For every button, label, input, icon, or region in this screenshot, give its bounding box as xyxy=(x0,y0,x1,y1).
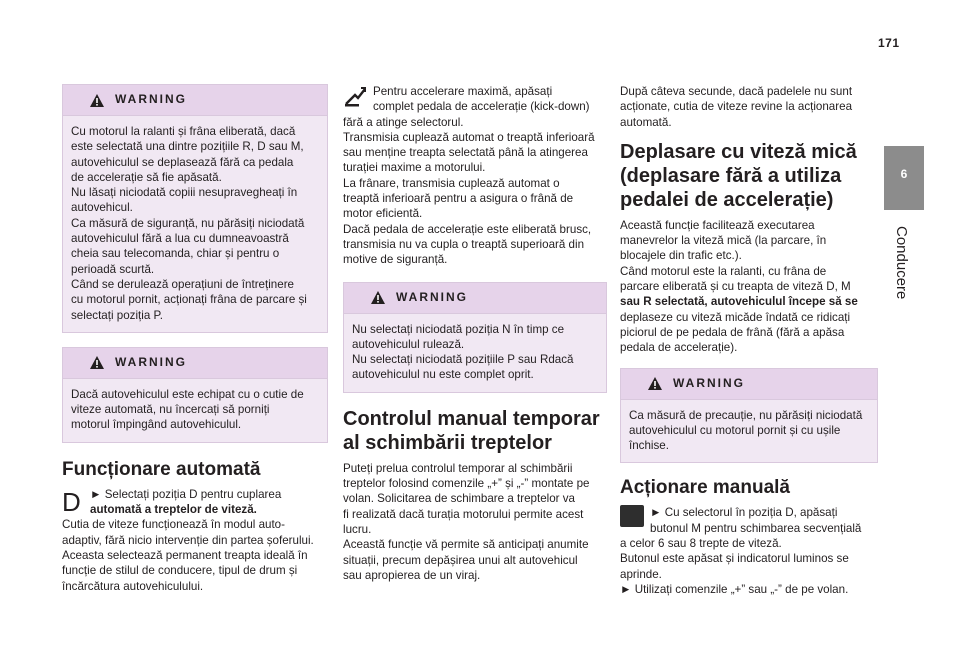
chapter-tab xyxy=(884,146,924,356)
warning-box xyxy=(620,368,878,464)
text-line: Această funcție facilitează executarea xyxy=(620,218,815,232)
text-line: închise. xyxy=(629,439,669,453)
warning-box xyxy=(62,84,328,333)
warning-header xyxy=(63,85,327,116)
text-line: blocajele din trafic etc.). xyxy=(620,249,742,263)
warning-header xyxy=(344,283,606,314)
text-line: treaptă inferioară pentru a asigura o frână de xyxy=(343,192,574,206)
text-line: Cutia de viteze funcționează în modul auto- xyxy=(62,518,285,532)
text-line: Când se derulează operațiuni de întreținere xyxy=(71,277,295,291)
text-line: Dacă autovehiculul este echipat cu o cutie de xyxy=(71,387,304,401)
text-line: aprinde. xyxy=(620,567,662,581)
text-line: ► Utilizați comenzile „+” sau „-” de pe volan. xyxy=(620,582,849,596)
text-line: situații, precum depășirea unui alt autovehicul xyxy=(343,553,578,567)
text-line: acționate, cutia de viteze revine la acționarea xyxy=(620,100,853,114)
warning-text xyxy=(63,116,327,332)
text-line: adaptiv, fără nicio intervenție din partea șoferului. xyxy=(62,533,314,547)
text-line: butonul M pentru schimbarea secvențială xyxy=(650,521,862,535)
pedal-kickdown-icon xyxy=(343,84,367,108)
text-line: Transmisia cuplează automat o treaptă inferioară xyxy=(343,130,595,144)
text-line: cheia sau telecomanda, chiar și pentru o xyxy=(71,247,280,261)
text-line: autovehiculul se deplasează fără ca pedala xyxy=(71,155,294,169)
text-line: autovehiculul cu motorul pornit și cu ușile xyxy=(629,423,841,437)
column-1 xyxy=(62,84,328,594)
text-line: transmisia nu va cupla o treaptă superioară din xyxy=(343,237,585,251)
column-3 xyxy=(620,84,878,597)
text-line: Nu selectați niciodată pozițiile P sau Rdacă xyxy=(352,353,574,367)
text-line: Când motorul este la ralanti, cu frâna de xyxy=(620,264,827,278)
text-line: Această funcție vă permite să anticipați anumite xyxy=(343,538,589,552)
section-body xyxy=(620,218,878,356)
text-line: turației maxime a motorului. xyxy=(343,161,486,175)
heading-line: Controlul manual temporar xyxy=(343,407,600,430)
section-heading xyxy=(343,407,607,455)
text-line: autovehicul. xyxy=(71,201,133,215)
intro-paragraph xyxy=(620,84,878,130)
text-line: este selectată una dintre pozițiile R, D sau M, xyxy=(71,140,304,154)
text-line: funcție de stilul de conducere, tipul de drum și xyxy=(62,564,298,578)
gear-d-icon: D xyxy=(62,486,81,517)
text-line: deplaseze cu viteză micăde îndată ce ridicați xyxy=(620,310,851,324)
section-body xyxy=(343,461,607,583)
warning-box xyxy=(343,282,607,393)
heading-line: Deplasare cu viteză mică xyxy=(620,140,857,163)
text-line: fi realizată dacă turația motorului permite acest xyxy=(343,507,584,521)
warning-triangle-icon xyxy=(89,355,105,370)
text-line: sau R selectată, autovehiculul începe să se xyxy=(620,295,858,309)
text-line: Aceasta selectează permanent treapta ideală în xyxy=(62,548,308,562)
text-line: sau apropierea de un viraj. xyxy=(343,568,481,582)
text-line: Ca măsură de siguranță, nu părăsiți niciodată xyxy=(71,216,305,230)
text-line: ► Cu selectorul în poziția D, apăsați xyxy=(650,506,838,520)
section-heading: Funcționare automată xyxy=(62,458,261,480)
text-line: piciorul de pe pedala de frână (fără a apăsa xyxy=(620,325,845,339)
warning-box xyxy=(62,347,328,443)
warning-title: WARNING xyxy=(115,355,187,370)
text-line: complet pedala de accelerație (kick-down) xyxy=(373,100,590,114)
warning-text xyxy=(344,314,606,392)
kickdown-paragraph xyxy=(343,84,607,268)
text-line: După câteva secunde, dacă padelele nu sunt xyxy=(620,85,853,98)
warning-title: WARNING xyxy=(673,375,745,390)
text-line: Pentru accelerare maximă, apăsați xyxy=(373,85,553,98)
text-line: motive de siguranță. xyxy=(343,253,448,267)
text-line: fără a atinge selectorul. xyxy=(343,115,464,129)
text-line: viteze automată, nu încercați să porniți xyxy=(71,403,270,417)
text-line: sau menține treapta selectată până la atingerea xyxy=(343,146,588,160)
chapter-label: Conducere xyxy=(893,226,910,300)
text-line: parcare eliberată și cu treapta de viteză D, M xyxy=(620,280,851,294)
text-line: Nu selectați niciodată poziția N în timp ce xyxy=(352,322,565,336)
text-line: automată a treptelor de viteză. xyxy=(90,503,257,517)
column-2 xyxy=(343,84,607,583)
text-line: încărcătura autovehiculului. xyxy=(62,579,204,593)
text-line: cu motorul pornit, acționați frâna de parcare și xyxy=(71,293,307,307)
warning-triangle-icon xyxy=(89,93,105,108)
heading-line: (deplasare fără a utiliza xyxy=(620,164,842,187)
section-heading: Acționare manuală xyxy=(620,477,790,499)
text-line: de accelerație să fie apăsată. xyxy=(71,170,222,184)
text-line: treptelor folosind comenzile „+” și „-” montate pe xyxy=(343,477,590,491)
text-line: perioadă scurtă. xyxy=(71,262,155,276)
heading-line: al schimbării treptelor xyxy=(343,431,552,454)
section-heading xyxy=(620,140,878,212)
warning-text xyxy=(621,400,877,463)
text-line: motorul împingând autovehiculul. xyxy=(71,418,242,432)
heading-line: pedalei de accelerație) xyxy=(620,188,834,211)
page-number: 171 xyxy=(878,36,900,50)
text-line: autovehiculul rulează. xyxy=(352,337,465,351)
text-line: selectați poziția P. xyxy=(71,308,163,322)
text-line: Nu lăsați niciodată copiii nesupravegheați în xyxy=(71,186,298,200)
text-line: Butonul este apăsat și indicatorul luminos se xyxy=(620,552,849,566)
text-line: automată. xyxy=(620,115,672,129)
section-body xyxy=(620,505,878,597)
text-line: manevrelor la viteză mică (la parcare, în xyxy=(620,234,827,248)
text-line: pedala de accelerație). xyxy=(620,341,738,355)
text-line: autovehiculul nu este complet oprit. xyxy=(352,368,534,382)
text-line: Puteți prelua controlul temporar al schimbării xyxy=(343,461,573,475)
manual-mode-button-icon xyxy=(620,505,644,527)
warning-header xyxy=(621,369,877,400)
warning-triangle-icon xyxy=(647,376,663,391)
text-line: lucru. xyxy=(343,522,372,536)
warning-triangle-icon xyxy=(370,290,386,305)
chapter-number: 6 xyxy=(900,167,908,181)
text-line: autovehiculul fără a lua cu dumneavoastră xyxy=(71,232,289,246)
text-line: volan. Solicitarea de schimbare a treptelor va xyxy=(343,492,575,506)
text-line: Cu motorul la ralanti și frâna eliberată, dacă xyxy=(71,125,296,138)
text-line: Dacă pedala de accelerație este eliberată brusc, xyxy=(343,222,592,236)
text-line: motor eficientă. xyxy=(343,207,423,221)
warning-header xyxy=(63,348,327,379)
text-line: ► Selectați poziția D pentru cuplarea xyxy=(90,487,282,501)
text-line: Ca măsură de precauție, nu părăsiți niciodată xyxy=(629,408,863,422)
text-line: a celor 6 sau 8 trepte de viteză. xyxy=(620,537,782,551)
warning-title: WARNING xyxy=(396,289,468,304)
section-body xyxy=(62,487,328,594)
warning-text xyxy=(63,379,327,442)
text-line: La frânare, transmisia cuplează automat o xyxy=(343,176,560,190)
warning-title: WARNING xyxy=(115,92,187,107)
